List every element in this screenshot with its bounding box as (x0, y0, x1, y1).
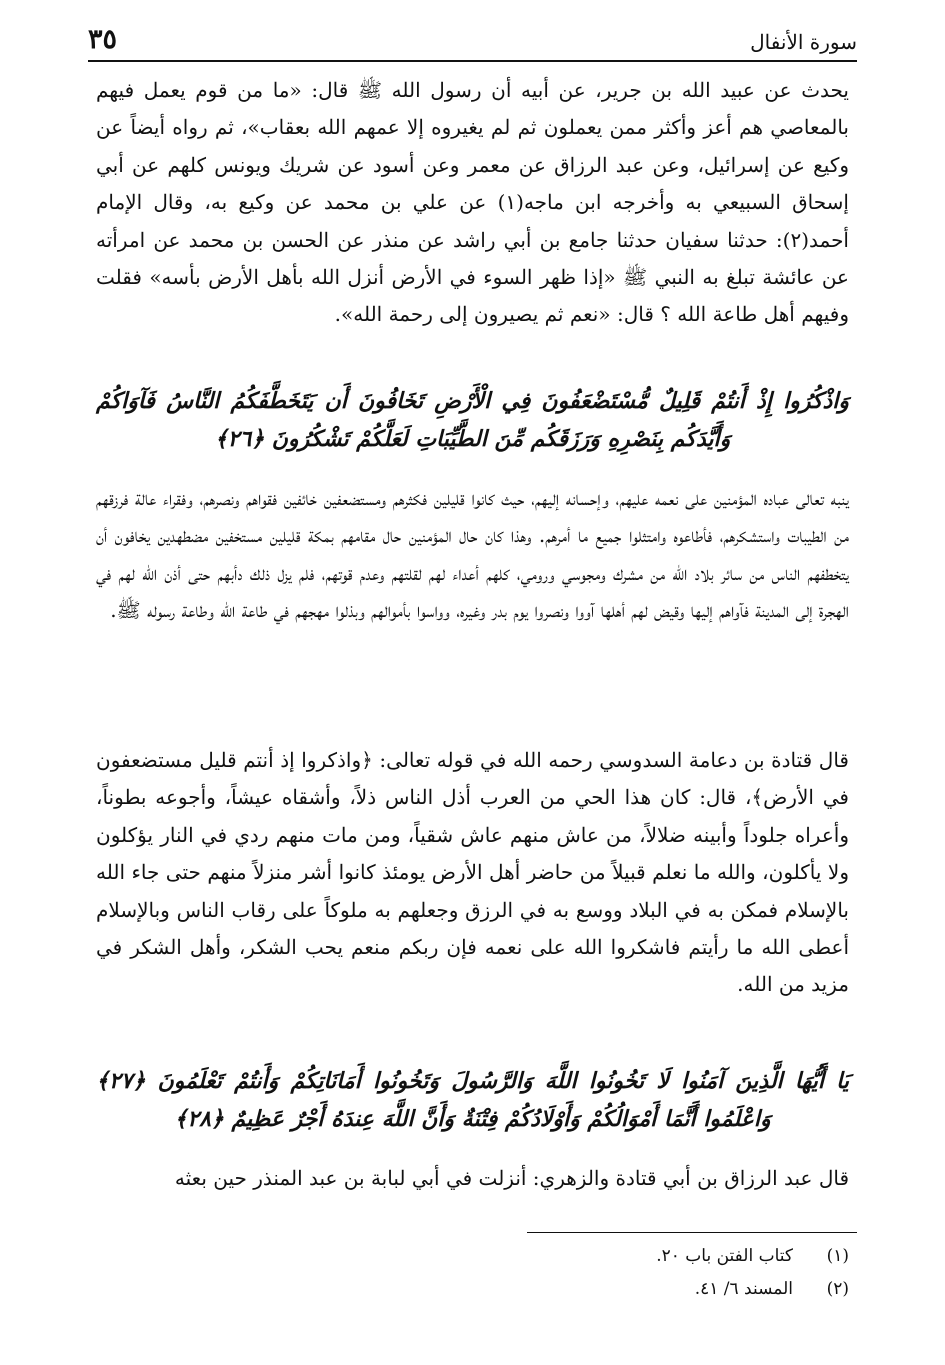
paragraph-hadith: يحدث عن عبيد الله بن جرير، عن أبيه أن رسول الله ﷺ قال: «ما من قوم يعمل فيهم بالمعاصي هم أعز وأكثر ممن يعملون ثم لم يغيروه إلا عمهم الله بعقاب»، ثم رواه أيضاً عن وكيع عن إسرائيل، وعن عبد الرزاق عن معمر وعن أسود عن شريك ويونس كلهم عن أبي إسحاق السبيعي به وأخرجه ابن ماجه(١) عن علي بن محمد عن وكيع به، وقال الإمام أحمد(٢): حدثنا سفيان حدثنا جامع بن أبي راشد عن منذر عن الحسن بن محمد عن امرأته عن عائشة تبلغ به النبي ﷺ «إذا ظهر السوء في الأرض أنزل الله بأهل الأرض بأسه» فقلت وفيهم أهل طاعة الله ؟ قال: «نعم ثم يصيرون إلى رحمة الله». (96, 78, 849, 327)
footnote-number: (١) (826, 1246, 849, 1266)
header-rule (88, 60, 857, 62)
quran-verse-27-28: يَا أَيُّهَا الَّذِينَ آمَنُوا لَا تَخُونُوا اللَّهَ وَالرَّسُولَ وَتَخُونُوا أَمَانَاتِكُمْ وَأَنتُمْ تَعْلَمُونَ ﴿٢٧﴾ وَاعْلَمُوا أَنَّمَا أَمْوَالُكُمْ وَأَوْلَادُكُمْ فِتْنَةٌ وَأَنَّ اللَّهَ عِندَهُ أَجْرٌ عَظِيمٌ ﴿٢٨﴾ (96, 1068, 849, 1132)
footnote-text: المسند ٦/ ٤١. (694, 1279, 793, 1299)
page-header (88, 22, 857, 58)
paragraph-tafsir: ينبه تعالى عباده المؤمنين على نعمه عليهم، وإحسانه إليهم، حيث كانوا قليلين فكثرهم ومستضعفين خائفين فقواهم ونصرهم، وفقراء عالة فرزقهم من الطيبات واستشكرهم، فأطاعوه وامتثلوا جميع ما أمرهم. وهذا كان حال المؤمنين حال مقامهم بمكة قليلين مستخفين مضطهدين يخافون أن يتخطفهم الناس من سائر بلاد الله من مشرك ومجوسي ورومي، كلهم أعداء لهم لقلتهم وعدم قوتهم، فلم يزل ذلك دأبهم حتى أذن الله لهم في الهجرة إلى المدينة فآواهم إليها وقيض لهم أهلها آووا ونصروا يوم بدر وغيره، وواسوا بأموالهم وبذلوا مهجهم في طاعة الله وطاعة رسوله ﷺ. (96, 486, 849, 623)
quran-verse-26: وَاذْكُرُوا إِذْ أَنتُمْ قَلِيلٌ مُّسْتَضْعَفُونَ فِي الْأَرْضِ تَخَافُونَ أَن يَتَخَطَّفَكُمُ النَّاسُ فَآوَاكُمْ وَأَيَّدَكُم بِنَصْرِهِ وَرَزَقَكُم مِّنَ الطَّيِّبَاتِ لَعَلَّكُمْ تَشْكُرُونَ ﴿٢٦﴾ (96, 388, 849, 452)
surah-name: سورة الأنفال (750, 30, 857, 54)
footnote-text: كتاب الفتن باب ٢٠. (656, 1246, 793, 1266)
paragraph-abdulrazzaq: قال عبد الرزاق بن أبي قتادة والزهري: أنزلت في أبي لبابة بن عبد المنذر حين بعثه (174, 1166, 849, 1190)
footnote-item (96, 1273, 849, 1306)
footnote-number: (٢) (826, 1279, 849, 1299)
paragraph-qatada: قال قتادة بن دعامة السدوسي رحمه الله في قوله تعالى: ﴿واذكروا إذ أنتم قليل مستضعفون في الأرض﴾، قال: كان هذا الحي من العرب أذل الناس ذلاً، وأشقاه عيشاً، وأجوعه بطوناً، وأعراه جلوداً وأبينه ضلالاً، من عاش منهم عاش شقياً، ومن مات منهم ردي في النار يؤكلون ولا يأكلون، والله ما نعلم قبيلاً من حاضر أهل الأرض يومئذ كانوا أشر منزلاً منهم حتى جاء الله بالإسلام فمكن به في البلاد ووسع به في الرزق وجعلهم به ملوكاً على رقاب الناس وبالإسلام أعطى الله ما رأيتم فاشكروا الله على نعمه فإن ربكم منعم يحب الشكر، وأهل الشكر في مزيد من الله. (96, 748, 849, 997)
footnote-item (96, 1240, 849, 1273)
footnote-rule (527, 1232, 857, 1233)
page-number: ٣٥ (88, 24, 118, 55)
footnotes (96, 1240, 849, 1306)
